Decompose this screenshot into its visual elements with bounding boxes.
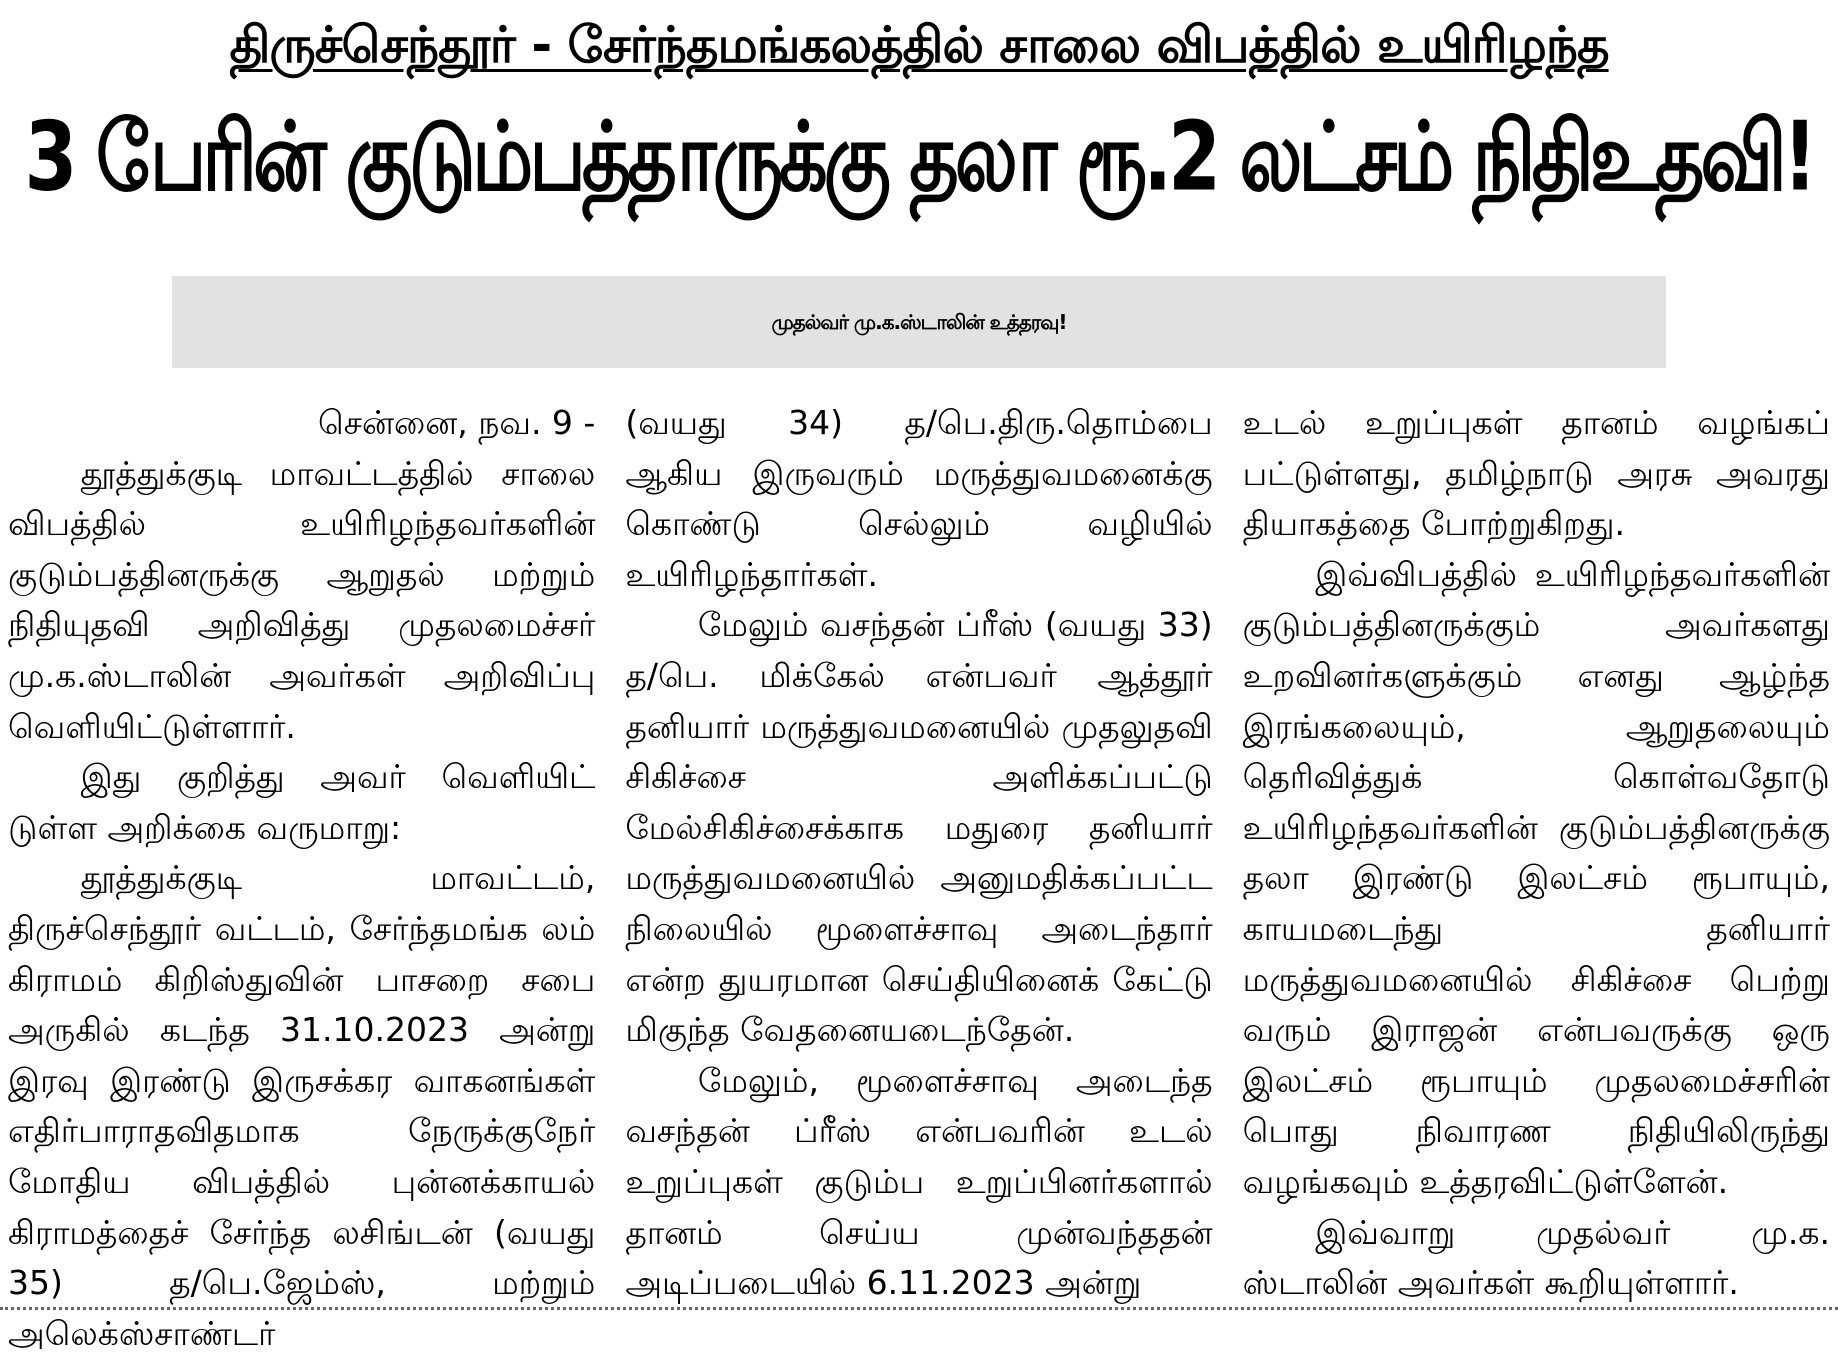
article-paragraph: மேலும், மூளைச்சாவு அடைந்த வசந்தன் ப்ரீஸ் என்பவரின் உடல் உறுப்புகள் குடும்ப உறுப்பினர்களால் தானம் செய்ய முன்வந்ததன் அடிப்படையில் 6.11.2023 அன்று: [625, 1060, 1213, 1303]
article-column-2: [625, 398, 1212, 1318]
deck-subheadline: முதல்வர் மு.க.ஸ்டாலின் உத்தரவு!: [172, 276, 1666, 368]
article-paragraph: இவ்விபத்தில் உயிரிழந்தவர்களின் குடும்பத்தினருக்கும் அவர்களது உறவினர்களுக்கும் எனது ஆழ்ந்த இரங்கலையும், ஆறுதலையும் தெரிவித்துக் கொள்வதோடு உயிரிழந்தவர்களின் குடும்பத்தினருக்கு தலா இரண்டு இலட்சம் ரூபாயும், காயமடைந்து தனியார் மருத்துவமனையில் சிகிச்சை பெற்று வரும் இராஜன் என்பவருக்கு ஒரு இலட்சம் ரூபாயும் முதலமைச்சரின் பொது நிவாரண நிதியிலிருந்து வழங்கவும் உத்தரவிட்டுள்ளேன்.: [1242, 554, 1830, 1201]
kicker-headline: திருச்செந்தூர் - சேர்ந்தமங்கலத்தில் சாலை விபத்தில் உயிரிழந்த: [229, 16, 1609, 74]
article-paragraph: மேலும் வசந்தன் ப்ரீஸ் (வயது 33) த/பெ. மிக்கேல் என்பவர் ஆத்தூர் தனியார் மருத்துவமனையில் முதலுதவி சிகிச்சை அளிக்கப்பட்டு மேல்சிகிச்சைக்காக மதுரை தனியார் மருத்துவமனையில் அனுமதிக்கப்பட்ட நிலையில் மூளைச்சாவு அடைந்தார் என்ற துயரமான செய்தியினைக் கேட்டு மிகுந்த வேதனையடைந்தேன்.: [625, 605, 1213, 1050]
main-headline: 3 பேரின் குடும்பத்தாருக்கு தலா ரூ.2 லட்சம் நிதிஉதவி!: [24, 100, 1814, 212]
article-paragraph: (வயது 34) த/பெ.திரு.தொம்பை ஆகிய இருவரும் மருத்துவமனைக்கு கொண்டு செல்லும் வழியில் உயிரிழந்தார்கள்.: [625, 403, 1213, 594]
bottom-dotted-rule: [0, 1307, 1838, 1310]
article-paragraph: உடல் உறுப்புகள் தானம் வழங்கப் பட்டுள்ளது, தமிழ்நாடு அரசு அவரது தியாகத்தை போற்றுகிறது.: [1242, 403, 1830, 544]
dateline: சென்னை, நவ. 9 -: [318, 403, 596, 442]
article-paragraph: இது குறித்து அவர் வெளியிட் டுள்ள அறிக்கை வருமாறு:: [8, 757, 596, 847]
article-paragraph: இவ்வாறு முதல்வர் மு.க. ஸ்டாலின் அவர்கள் கூறியுள்ளார்.: [1242, 1212, 1830, 1303]
article-column-3: [1243, 398, 1830, 1318]
article-paragraph: தூத்துக்குடி மாவட்டத்தில் சாலை விபத்தில் உயிரிழந்தவர்களின் குடும்பத்தினருக்கு ஆறுதல் மற்றும் நிதியுதவி அறிவித்து முதலமைச்சர் மு.க.ஸ்டாலின் அவர்கள் அறிவிப்பு வெளியிட்டுள்ளார்.: [8, 453, 596, 746]
article-column-1: [8, 398, 596, 1353]
article-columns: [8, 398, 1830, 1353]
article-paragraph: தூத்துக்குடி மாவட்டம், திருச்செந்தூர் வட்டம், சேர்ந்தமங்க லம் கிராமம் கிறிஸ்துவின் பாசறை சபை அருகில் கடந்த 31.10.2023 அன்று இரவு இரண்டு இருசக்கர வாகனங்கள் எதிர்பாராதவிதமாக நேருக்குநேர் மோதிய விபத்தில் புன்னக்காயல் கிராமத்தைச் சேர்ந்த லசிங்டன் (வயது 35) த/பெ.ஜேம்ஸ், மற்றும் அலெக்ஸ்சாண்டர்: [8, 858, 596, 1353]
